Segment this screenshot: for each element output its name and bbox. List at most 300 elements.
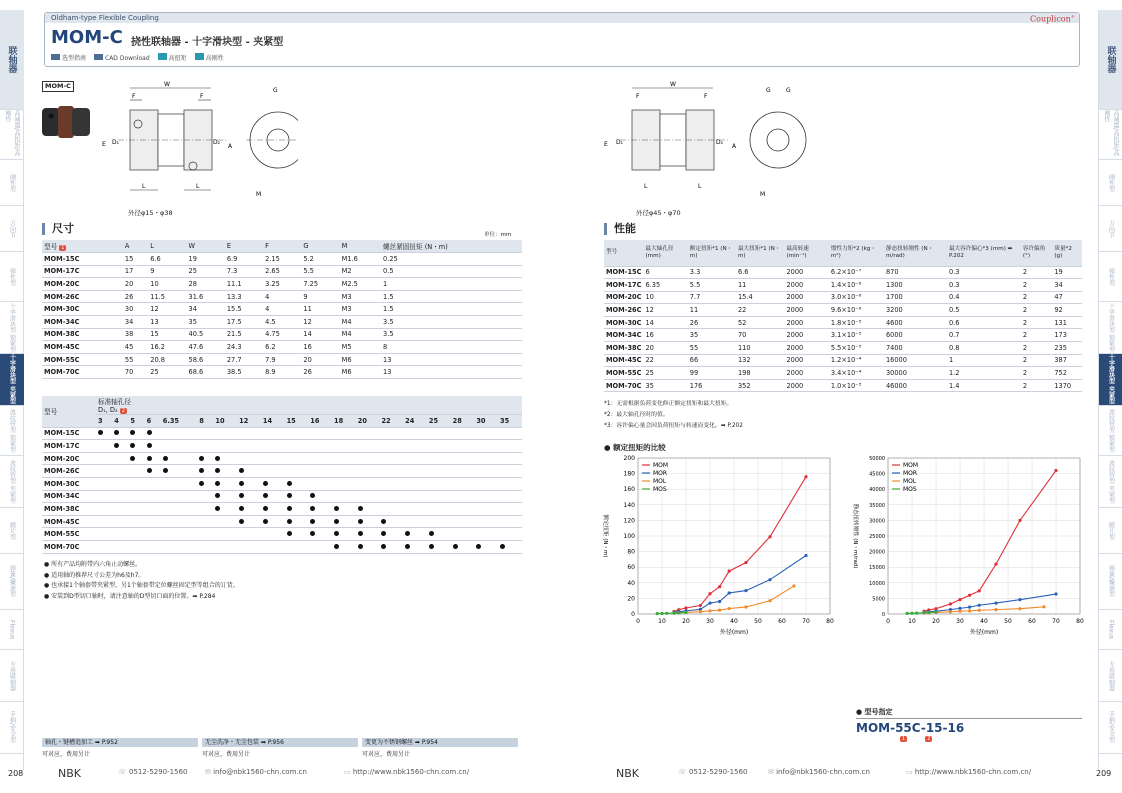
bore-cell [213,528,237,541]
right-tab-13[interactable]: Flexus [1099,610,1122,650]
available-dot [263,481,268,486]
available-dot [310,519,315,524]
bore-cell [427,528,451,541]
size-model-cell: MOM-55C [42,353,123,366]
bore-cell [197,503,213,516]
model-designation-title: ● 型号指定 [856,708,893,716]
right-tab-8[interactable]: 波纹管型 夹紧型 [1099,456,1122,508]
size-model-cell: MOM-15C [42,253,123,266]
size-cell: M2 [340,265,381,278]
size-cell: 7.3 [225,265,263,278]
available-dot [147,456,152,461]
svg-text:L: L [698,183,702,190]
available-dot [287,506,292,511]
web-right[interactable]: ▭ http://www.nbk1560-chn.com.cn/ [906,768,1032,776]
bore-cell [308,465,332,478]
side-tab-6[interactable]: 十字滑块型 夹紧型 [0,354,24,406]
bore-cell [197,515,213,528]
available-dot [239,481,244,486]
perf-cell: 3.0×10⁻⁶ [829,291,884,304]
perf-cell: 0.4 [947,291,1021,304]
available-dot [263,493,268,498]
bore-cell [112,427,128,440]
bore-cell [427,490,451,503]
perf-notes [604,399,743,432]
bore-cell [332,452,356,465]
perf-note-1: *1：无需根据负荷变化修正额定扭矩和最大扭矩。 [604,401,733,407]
data-point [728,570,731,573]
perf-cell: 132 [736,354,785,367]
size-row [42,265,522,278]
bore-cell [237,503,261,516]
bore-cell [261,465,285,478]
size-cell: M3 [340,290,381,303]
svg-text:F: F [704,93,708,100]
email-right[interactable]: ✉ info@nbk1560-chn.com.cn [768,768,870,776]
svg-text:D₁: D₁ [112,139,120,146]
note-2: ● 适用轴的推荐尺寸公差为h6及h7。 [44,571,145,579]
perf-cell: 35 [643,379,687,392]
size-cell: M1.6 [340,253,381,266]
perf-model-cell: MOM-45C [604,354,643,367]
option-clean[interactable]: 无尘洗净・无尘包装 ➡ P.956 [202,738,358,747]
data-point [1018,598,1021,601]
bore-cell [474,427,498,440]
size-cell: 24.3 [225,341,263,354]
bore-cell [403,452,427,465]
y-tick-label: 80 [627,548,635,556]
bore-cell [145,477,161,490]
y-tick-label: 15000 [869,565,885,572]
bore-cell [379,452,403,465]
size-col-header: 螺丝紧固扭矩 (N・m) [381,240,522,253]
size-cell: 12 [301,316,339,329]
available-dot [239,506,244,511]
side-tab-15[interactable]: 手柄/安全型 [0,702,24,754]
right-tab-10[interactable]: 弹簧/螺旋型 [1099,554,1122,610]
right-tab-6[interactable]: 十字滑块型 夹紧型 [1099,354,1122,406]
perf-cell: 2 [1021,379,1053,392]
dimension-drawing-right [600,78,810,208]
bore-cell [332,427,356,440]
right-tab-7[interactable]: 波纹管型 锁紧型 [1099,406,1122,456]
bore-cell [308,515,332,528]
bore-cell [261,515,285,528]
brand-right: NBK [616,767,639,780]
size-model-cell: MOM-30C [42,303,123,316]
option-keyway[interactable]: 轴孔・键槽追加工 ➡ P.952 [42,738,198,747]
x-tick-label: 40 [730,618,738,625]
side-tab-13[interactable]: Flexus [0,610,24,650]
bore-row [42,477,522,490]
bore-cell [451,427,475,440]
available-dot [130,430,135,435]
perf-cell: 2000 [784,329,828,342]
size-cell: 26 [301,366,339,379]
size-cell: 34 [187,303,225,316]
size-cell: 20 [301,353,339,366]
bore-cell [356,452,380,465]
dim-caption-right: 外径φ45・φ70 [636,209,681,217]
bore-model-cell: MOM-45C [42,515,96,528]
bore-cell [213,477,237,490]
available-dot [114,443,119,448]
size-cell: 12 [148,303,186,316]
bore-model-header: 型号 [42,396,96,427]
right-tab-5[interactable]: 十字滑块型 锁紧型 [1099,302,1122,354]
bore-cell [197,440,213,453]
data-point [994,608,997,611]
size-cell: 2.65 [263,265,301,278]
email-left[interactable]: ✉ info@nbk1560-chn.com.cn [205,768,307,776]
bore-model-cell: MOM-26C [42,465,96,478]
size-model-cell: MOM-17C [42,265,123,278]
bore-cell [237,528,261,541]
perf-cell: 35 [688,329,736,342]
data-point [792,584,795,587]
series-line-MOM [924,470,1056,611]
available-dot [310,531,315,536]
bore-cell [498,503,522,516]
bore-cell [285,540,309,553]
perf-cell: 20 [643,342,687,355]
bore-cell [474,515,498,528]
bore-cell [356,540,380,553]
perf-cell: 12 [643,304,687,317]
perf-cell: 70 [736,329,785,342]
perf-cell: 5.5×10⁻⁵ [829,342,884,355]
size-cell: 47.6 [187,341,225,354]
note-3: ● 也承接1个轴套带夹紧型、另1个轴套带定位螺丝固定型等组合的订货。 [44,582,239,589]
bore-cell [498,515,522,528]
side-tab-10[interactable]: 弹簧/螺旋型 [0,554,24,610]
bore-cell [427,452,451,465]
perf-model-cell: MOM-30C [604,316,643,329]
y-tick-label: 200 [623,455,635,462]
bore-cell [474,477,498,490]
perf-cell: 1.2×10⁻⁴ [829,354,884,367]
perf-cell: 22 [643,354,687,367]
available-dot [215,481,220,486]
bore-cell [332,440,356,453]
bore-row [42,440,522,453]
bore-cell [128,490,144,503]
bore-size-header: 5 [128,415,144,428]
bore-cell [403,515,427,528]
data-point [768,599,771,602]
svg-text:D₁: D₁ [616,139,624,146]
size-cell: 11 [301,303,339,316]
legend-label: MOS [653,486,667,493]
torque-icon-label: 高扭矩 [158,53,187,62]
size-section-title: 尺寸 [42,223,74,235]
bore-model-cell: MOM-30C [42,477,96,490]
size-cell: 9 [301,290,339,303]
bore-cell [356,490,380,503]
size-cell: 3.5 [381,316,522,329]
bore-cell [427,540,451,553]
series-line-MOR [674,556,806,613]
right-tab-14[interactable]: 专用联轴器 [1099,650,1122,702]
cad-link[interactable]: CAD Download [94,54,150,62]
bore-cell [427,427,451,440]
size-cell: M3 [340,303,381,316]
web-left[interactable]: ▭ http://www.nbk1560-chn.com.cn/ [344,768,470,776]
bore-row [42,528,522,541]
bore-cell [128,503,144,516]
size-cell: 13 [381,353,522,366]
size-cell: 25 [148,366,186,379]
side-tab-8[interactable]: 波纹管型 夹紧型 [0,456,24,508]
perf-note-3: *3：容许偏心量会因负荷扭矩与转速而变化。➡ P.202 [604,423,743,429]
perf-cell: 1 [947,354,1021,367]
bore-size-header: 35 [498,415,522,428]
size-cell: 4.75 [263,328,301,341]
perf-cell: 16 [643,329,687,342]
side-tab-9[interactable]: 膜片型 [0,508,24,554]
bore-cell [379,477,403,490]
data-point [958,610,961,613]
side-tab-14[interactable]: 专用联轴器 [0,650,24,702]
perf-cell: 2 [1021,316,1053,329]
available-dot [163,456,168,461]
size-cell: 3.5 [381,328,522,341]
bore-cell [128,540,144,553]
perf-table [604,240,1082,392]
bore-cell [285,528,309,541]
available-dot [239,468,244,473]
perf-row [604,316,1082,329]
bore-cell [213,452,237,465]
right-tab-1[interactable]: 高减震/高扭矩/高刚性 [1099,110,1122,160]
perf-cell: 2 [1021,354,1053,367]
bore-cell [403,503,427,516]
right-tab-9[interactable]: 膜片型 [1099,508,1122,554]
x-tick-label: 0 [886,618,890,625]
svg-text:F: F [132,93,136,100]
svg-text:A: A [228,143,233,150]
available-dot [334,519,339,524]
bore-cell [308,440,332,453]
bore-cell [112,477,128,490]
bore-cell [237,515,261,528]
size-col-header: 型号 1 [42,240,123,253]
perf-cell: 7400 [884,342,947,355]
bore-cell [498,465,522,478]
x-tick-label: 20 [682,618,690,625]
size-cell: 16.2 [148,341,186,354]
size-cell: 13 [148,316,186,329]
side-tab-4[interactable]: 弹性型 [0,252,24,302]
bore-cell [261,528,285,541]
x-tick-label: 60 [1028,618,1036,625]
bore-cell [308,503,332,516]
size-cell: 15 [123,253,148,266]
size-cell: 70 [123,366,148,379]
perf-col-header: 静态扭转刚性 (N・m/rad) [884,240,947,266]
perf-cell: 66 [688,354,736,367]
perf-cell: 173 [1052,329,1082,342]
bore-cell [261,477,285,490]
bore-cell [285,490,309,503]
bore-cell [451,452,475,465]
bore-cell [451,477,475,490]
size-cell: 15 [148,328,186,341]
bore-cell [261,503,285,516]
available-dot [215,506,220,511]
page-number-right: 209 [1096,769,1112,778]
size-col-header: W [187,240,225,253]
right-tab-2[interactable]: 刚性型 [1099,160,1122,206]
bore-cell [498,477,522,490]
legend-label: MOM [903,462,919,469]
size-cell: 6.6 [148,253,186,266]
bore-size-header: 8 [197,415,213,428]
perf-cell: 9.6×10⁻⁶ [829,304,884,317]
available-dot [358,531,363,536]
available-dot [405,531,410,536]
svg-text:A: A [732,143,737,150]
size-row [42,366,522,379]
bore-cell [261,490,285,503]
bore-size-header: 14 [261,415,285,428]
data-point [665,612,668,615]
perf-cell: 25 [643,367,687,380]
guide-link[interactable]: 选型指南 [51,53,86,62]
available-dot [358,506,363,511]
svg-text:E: E [102,141,106,148]
perf-row [604,379,1082,392]
bore-cell [498,540,522,553]
bore-cell [197,452,213,465]
bore-cell [161,540,197,553]
size-cell: 8 [381,341,522,354]
data-point [684,611,687,614]
data-point [677,611,680,614]
available-dot [310,506,315,511]
x-tick-label: 60 [778,618,786,625]
bore-model-cell: MOM-15C [42,427,96,440]
perf-row [604,342,1082,355]
perf-cell: 2 [1021,279,1053,292]
data-point [744,561,747,564]
bore-cell [96,477,112,490]
bore-row [42,490,522,503]
legend-label: MOM [653,462,669,469]
bore-cell [451,465,475,478]
x-tick-label: 40 [980,618,988,625]
y-tick-label: 180 [623,470,635,478]
perf-cell: 30000 [884,367,947,380]
x-tick-label: 20 [932,618,940,625]
perf-section-title: 性能 [604,223,636,235]
perf-cell: 2000 [784,342,828,355]
bore-cell [285,440,309,453]
perf-row [604,304,1082,317]
right-tab-3[interactable]: 万向节 [1099,206,1122,252]
bore-model-cell: MOM-34C [42,490,96,503]
data-point [684,606,687,609]
available-dot [147,468,152,473]
data-point [958,607,961,610]
size-cell: M5 [340,341,381,354]
data-point [978,589,981,592]
y-tick-label: 10000 [869,580,885,587]
data-point [660,612,663,615]
size-cell: 5.5 [301,265,339,278]
bore-cell [128,440,144,453]
bore-cell [213,503,237,516]
size-cell: 58.6 [187,353,225,366]
bore-cell [145,515,161,528]
option-stainless-sub: 可对应，费用另计 [362,751,411,758]
perf-cell: 55 [688,342,736,355]
data-point [744,589,747,592]
available-dot [405,544,410,549]
available-dot [334,544,339,549]
y-tick-label: 30000 [869,518,885,525]
perf-cell: 6 [643,266,687,279]
side-tab-2[interactable]: 刚性型 [0,160,24,206]
x-tick-label: 70 [1052,618,1060,625]
perf-cell: 22 [736,304,785,317]
right-tab-0[interactable]: 联轴器 [1099,10,1122,110]
option-stainless[interactable]: 变更为不锈钢螺丝 ➡ P.954 [362,738,518,747]
bore-model-cell: MOM-20C [42,452,96,465]
right-tab-4[interactable]: 弹性型 [1099,252,1122,302]
perf-cell: 2000 [784,304,828,317]
bore-cell [237,540,261,553]
data-point [910,612,913,615]
data-point [768,535,771,538]
side-tab-0[interactable]: 联轴器 [0,10,24,110]
y-tick-label: 5000 [872,596,885,603]
bore-cell [197,477,213,490]
data-point [906,612,909,615]
perf-col-header: 最大容许偏心*3 (mm) ➡ P.202 [947,240,1021,266]
size-model-cell: MOM-45C [42,341,123,354]
size-cell: 17.5 [225,316,263,329]
side-tab-1[interactable]: 高减震/高扭矩/高刚性 [0,110,24,160]
data-point [1018,519,1021,522]
side-tab-5[interactable]: 十字滑块型 锁紧型 [0,302,24,354]
data-point [656,612,659,615]
bore-cell [403,477,427,490]
bore-size-header: 6.35 [161,415,197,428]
available-dot [114,430,119,435]
perf-cell: 5.5 [688,279,736,292]
data-point [708,609,711,612]
perf-cell: 47 [1052,291,1082,304]
size-badge: 1 [61,245,65,252]
bore-cell [356,440,380,453]
data-point [978,604,981,607]
bore-cell [498,528,522,541]
bore-cell [308,477,332,490]
available-dot [163,468,168,473]
size-row [42,290,522,303]
size-row [42,316,522,329]
side-tab-7[interactable]: 波纹管型 锁紧型 [0,406,24,456]
available-dot [358,544,363,549]
perf-cell: 1.2 [947,367,1021,380]
size-table [42,240,522,379]
perf-cell: 198 [736,367,785,380]
data-point [744,605,747,608]
side-tab-3[interactable]: 万向节 [0,206,24,252]
available-dot [199,468,204,473]
right-tab-15[interactable]: 手柄/安全型 [1099,702,1122,754]
